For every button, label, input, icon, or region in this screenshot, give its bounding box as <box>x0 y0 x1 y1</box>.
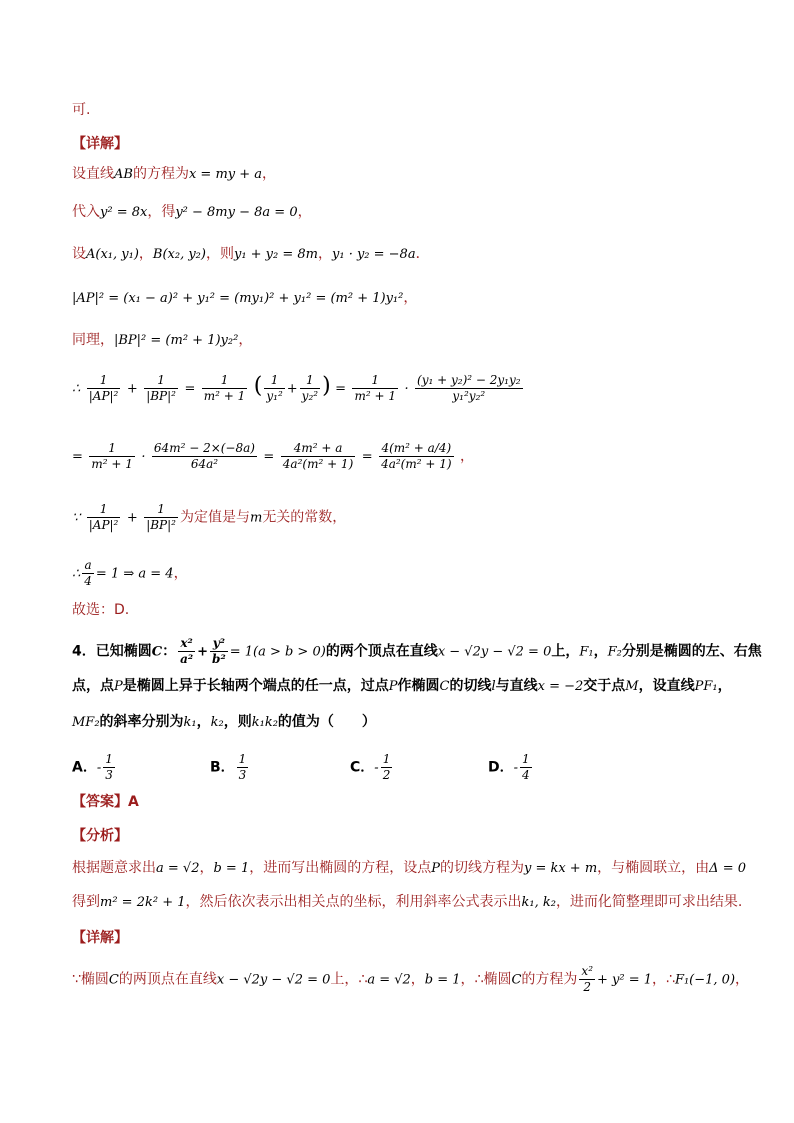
fraction <box>281 441 355 472</box>
heading-analysis: 【分析】 <box>72 828 128 844</box>
numerator: 1 <box>352 373 398 389</box>
math-term: F₁ <box>579 644 594 660</box>
denominator: 4a²(m² + 1) <box>282 457 354 471</box>
numerator: a <box>82 558 94 574</box>
math-symbol: ( <box>253 373 263 399</box>
fraction <box>178 636 195 667</box>
text-fragment: ， <box>735 971 750 988</box>
math-expression: + y² = 1 <box>597 972 653 988</box>
text-fragment: ， <box>262 166 277 182</box>
question-4-line-1 <box>72 636 762 667</box>
text-fragment: ： <box>162 643 177 660</box>
text-line <box>72 600 129 620</box>
text-fragment: 的方程为 <box>521 971 578 988</box>
math-symbol: + <box>126 510 138 526</box>
math-expression: y₁ · y₂ = −8a <box>332 247 416 262</box>
fraction <box>144 373 178 404</box>
fraction <box>579 964 595 995</box>
denominator: 4 <box>84 574 92 588</box>
fraction <box>103 752 115 783</box>
text-fragment: ，进而化简整理即可求出结果. <box>555 894 743 910</box>
math-term: F₂ <box>607 644 622 660</box>
question-4-line-3 <box>72 712 376 733</box>
math-expression: y = kx + m <box>523 861 598 876</box>
text-fragment: ， <box>297 204 312 220</box>
option-d[interactable] <box>488 752 534 783</box>
math-expression: a = √2 <box>367 972 411 988</box>
denominator: a² <box>180 652 194 666</box>
math-term: m <box>249 510 263 526</box>
math-expression: B(x₂, y₂) <box>152 247 206 262</box>
section-heading <box>72 928 128 948</box>
math-expression: y² − 8my − 8a = 0 <box>175 205 298 220</box>
question-4-line-2 <box>72 676 732 697</box>
heading-detail: 【详解】 <box>72 930 128 946</box>
math-term: P <box>388 679 398 694</box>
option-label: D． <box>488 759 514 776</box>
numerator: x² <box>581 964 593 978</box>
answer-text: 【答案】A <box>72 794 139 810</box>
math-symbol: = <box>184 381 196 397</box>
numerator: 1 <box>202 373 248 389</box>
fraction <box>210 636 228 667</box>
fraction <box>520 752 532 783</box>
math-expression: b = 1 <box>213 861 250 876</box>
option-label: C． <box>350 759 375 776</box>
text-fragment: 作椭圆 <box>397 678 440 694</box>
math-symbol: ∴ <box>72 566 81 582</box>
text-fragment: 与直线 <box>495 678 538 694</box>
denominator: 3 <box>105 768 113 782</box>
math-symbol: - <box>96 760 102 776</box>
math-expression: |BP|² = (m² + 1)y₂² <box>114 333 239 348</box>
text-fragment: 代入 <box>72 204 100 220</box>
math-term: C <box>108 972 119 988</box>
fraction <box>379 441 453 472</box>
denominator: |BP|² <box>146 518 176 532</box>
math-expression: a = √2 <box>156 861 200 876</box>
text-fragment: 上，∴ <box>330 971 368 988</box>
text-fragment: ，则 <box>205 246 234 262</box>
section-heading <box>72 134 128 154</box>
option-b[interactable] <box>210 752 250 783</box>
fraction <box>352 373 398 404</box>
fraction <box>89 441 135 472</box>
math-expression: = 1 ⇒ a = 4 <box>95 566 174 582</box>
denominator: 4 <box>522 768 530 782</box>
fraction <box>300 373 320 404</box>
text-fragment: 无关的常数， <box>262 509 347 526</box>
text-fragment: 设 <box>72 246 86 262</box>
math-expression: |AP|² = (x₁ − a)² + y₁² = (my₁)² + y₁² = (m² + 1)y₁² <box>72 291 404 306</box>
text-fragment: ， <box>318 246 332 262</box>
equation-line <box>72 558 188 589</box>
text-fragment: 交于点 <box>583 678 626 694</box>
math-symbol: ∵ <box>72 510 81 526</box>
numerator: 1 <box>264 373 284 389</box>
numerator: y² <box>210 636 228 652</box>
text-fragment: ， <box>238 332 253 348</box>
fraction <box>152 441 257 472</box>
text-fragment: 为定值是与 <box>179 509 250 526</box>
text-fragment: ， <box>403 290 418 306</box>
text-fragment: 同理， <box>72 332 114 348</box>
numerator: 1 <box>89 441 135 457</box>
text-fragment: ， <box>593 643 608 660</box>
text-fragment: ，∴椭圆 <box>460 971 512 988</box>
equation-line <box>72 441 474 472</box>
math-term: AB <box>114 167 133 182</box>
text-fragment: ， <box>717 678 732 694</box>
text-fragment: ， <box>199 860 214 876</box>
text-line <box>72 892 742 913</box>
text-fragment: ， <box>138 246 153 262</box>
numerator: 1 <box>382 752 391 766</box>
text-line <box>72 164 276 185</box>
math-expression: Δ = 0 <box>709 861 746 876</box>
text-fragment: ． <box>415 246 430 262</box>
numerator: 1 <box>144 502 178 518</box>
equation-line <box>72 502 346 533</box>
text-fragment: 可. <box>72 102 91 118</box>
text-line <box>72 202 312 223</box>
text-fragment: 的两个顶点在直线 <box>325 643 438 660</box>
text-fragment: 的方程为 <box>132 166 189 182</box>
answer-choice-text: 故选：D. <box>72 602 130 618</box>
math-expression: x − √2y − √2 = 0 <box>216 972 331 988</box>
math-expression: F₁(−1, 0) <box>674 972 736 988</box>
fraction <box>82 558 94 589</box>
math-symbol: · <box>404 381 409 397</box>
text-line <box>72 244 430 265</box>
numerator: 1 <box>300 373 320 389</box>
math-symbol: · <box>141 449 146 465</box>
fraction <box>237 752 249 783</box>
math-symbol: + <box>126 381 138 397</box>
text-fragment: ， <box>173 565 188 582</box>
math-term: MF₂ <box>72 715 100 730</box>
analysis-heading <box>72 826 128 846</box>
answer-heading <box>72 792 139 812</box>
denominator: |AP|² <box>88 518 119 532</box>
numerator: x² <box>178 636 195 652</box>
denominator: m² + 1 <box>203 389 246 403</box>
denominator: m² + 1 <box>354 389 396 403</box>
option-a[interactable] <box>72 752 117 783</box>
math-term: PF₁ <box>694 679 718 694</box>
text-fragment: 的值为（ ） <box>277 714 376 730</box>
math-symbol: + <box>197 644 209 660</box>
text-fragment: 的切线方程为 <box>439 860 524 876</box>
text-fragment: ， <box>460 448 475 465</box>
math-expression: x = my + a <box>188 167 263 182</box>
math-expression: y₁ + y₂ = 8m <box>233 247 318 262</box>
fraction <box>87 502 121 533</box>
math-term: C <box>439 679 450 694</box>
denominator: 2 <box>583 980 592 994</box>
text-fragment: 分别是椭圆的左、右焦 <box>621 643 762 660</box>
math-term: P <box>114 679 123 694</box>
math-term: k₁ <box>183 715 197 730</box>
text-fragment: 是椭圆上异于长轴两个端点的任一点，过点 <box>122 678 389 694</box>
text-fragment: ，然后依次表示出相关点的坐标，利用斜率公式表示出 <box>185 894 522 910</box>
fraction <box>202 373 248 404</box>
fraction <box>144 502 178 533</box>
denominator: b² <box>212 652 226 666</box>
text-fragment: ， <box>196 714 211 730</box>
math-expression: x − √2y − √2 = 0 <box>437 644 552 660</box>
text-fragment: 根据题意求出 <box>72 860 156 876</box>
numerator: (y₁ + y₂)² − 2y₁y₂ <box>417 373 521 387</box>
numerator: 1 <box>87 373 121 389</box>
fraction <box>264 373 284 404</box>
denominator: 4a²(m² + 1) <box>381 457 452 471</box>
math-term: C <box>511 972 522 988</box>
text-fragment: 点，点 <box>72 678 114 694</box>
denominator: 64a² <box>190 457 219 471</box>
text-line <box>72 100 90 120</box>
numerator: 1 <box>522 752 530 766</box>
denominator: y₂² <box>301 389 319 403</box>
text-fragment: 设直线 <box>72 166 114 182</box>
math-term: k₁k₂ <box>251 715 278 730</box>
numerator: 1 <box>87 502 121 518</box>
numerator: 4m² + a <box>281 441 355 457</box>
math-term: M <box>625 679 639 694</box>
text-fragment: 的斜率分别为 <box>99 714 184 730</box>
fraction <box>87 373 121 404</box>
math-expression: k₁, k₂ <box>521 895 556 910</box>
math-symbol: - <box>374 760 379 776</box>
math-term: C <box>151 644 163 660</box>
math-symbol: + <box>286 381 298 397</box>
numerator: 64m² − 2×(−8a) <box>153 441 255 455</box>
math-term: l <box>491 679 496 694</box>
text-fragment: 的两顶点在直线 <box>118 971 217 988</box>
option-label: A． <box>72 759 97 776</box>
math-symbol: - <box>513 760 519 776</box>
numerator: 4(m² + a/4) <box>379 441 453 457</box>
text-fragment: ，∴ <box>652 971 675 988</box>
denominator: 2 <box>382 768 391 782</box>
denominator: y₁²y₂² <box>452 389 486 403</box>
heading-detail: 【详解】 <box>72 136 128 152</box>
math-symbol: ∴ <box>72 381 81 397</box>
option-c[interactable] <box>350 752 394 783</box>
numerator: 1 <box>105 752 113 766</box>
denominator: |AP|² <box>88 389 119 403</box>
denominator: 3 <box>238 768 247 782</box>
math-expression: A(x₁, y₁) <box>86 247 139 262</box>
math-term: k₂ <box>210 715 224 730</box>
fraction <box>415 373 523 404</box>
option-label: B． <box>210 759 235 776</box>
text-fragment: ， <box>410 971 425 988</box>
math-symbol: = <box>263 449 275 465</box>
text-fragment: ，进而写出椭圆的方程，设点 <box>249 860 432 876</box>
text-line <box>72 330 252 351</box>
math-expression: = 1(a > b > 0) <box>229 644 326 660</box>
math-expression: b = 1 <box>424 972 461 988</box>
math-expression: y² = 8x <box>100 205 148 220</box>
text-fragment: ，设直线 <box>638 678 695 694</box>
numerator: 1 <box>144 373 178 389</box>
text-line <box>72 964 749 995</box>
text-fragment: ，得 <box>147 204 176 220</box>
text-line <box>72 288 417 309</box>
denominator: m² + 1 <box>91 457 133 471</box>
text-fragment: ，与椭圆联立，由 <box>597 860 710 876</box>
math-symbol: = <box>361 449 373 465</box>
math-symbol: ) <box>322 373 331 399</box>
text-fragment: ，则 <box>223 714 252 730</box>
text-fragment: 的切线 <box>449 678 492 694</box>
numerator: 1 <box>238 752 247 766</box>
text-fragment: 得到 <box>72 894 100 910</box>
math-expression: m² = 2k² + 1 <box>100 895 186 910</box>
fraction <box>381 752 393 783</box>
denominator: y₁² <box>266 389 283 403</box>
denominator: |BP|² <box>146 389 176 403</box>
math-symbol: = <box>72 449 83 465</box>
text-fragment: ∵椭圆 <box>72 971 109 988</box>
math-term: P <box>431 861 440 876</box>
equation-line <box>72 373 525 404</box>
text-fragment: 上， <box>551 643 580 660</box>
math-symbol: = <box>335 381 347 397</box>
question-number: 4．已知椭圆 <box>72 643 152 660</box>
text-line <box>72 858 746 879</box>
math-expression: x = −2 <box>537 679 584 694</box>
